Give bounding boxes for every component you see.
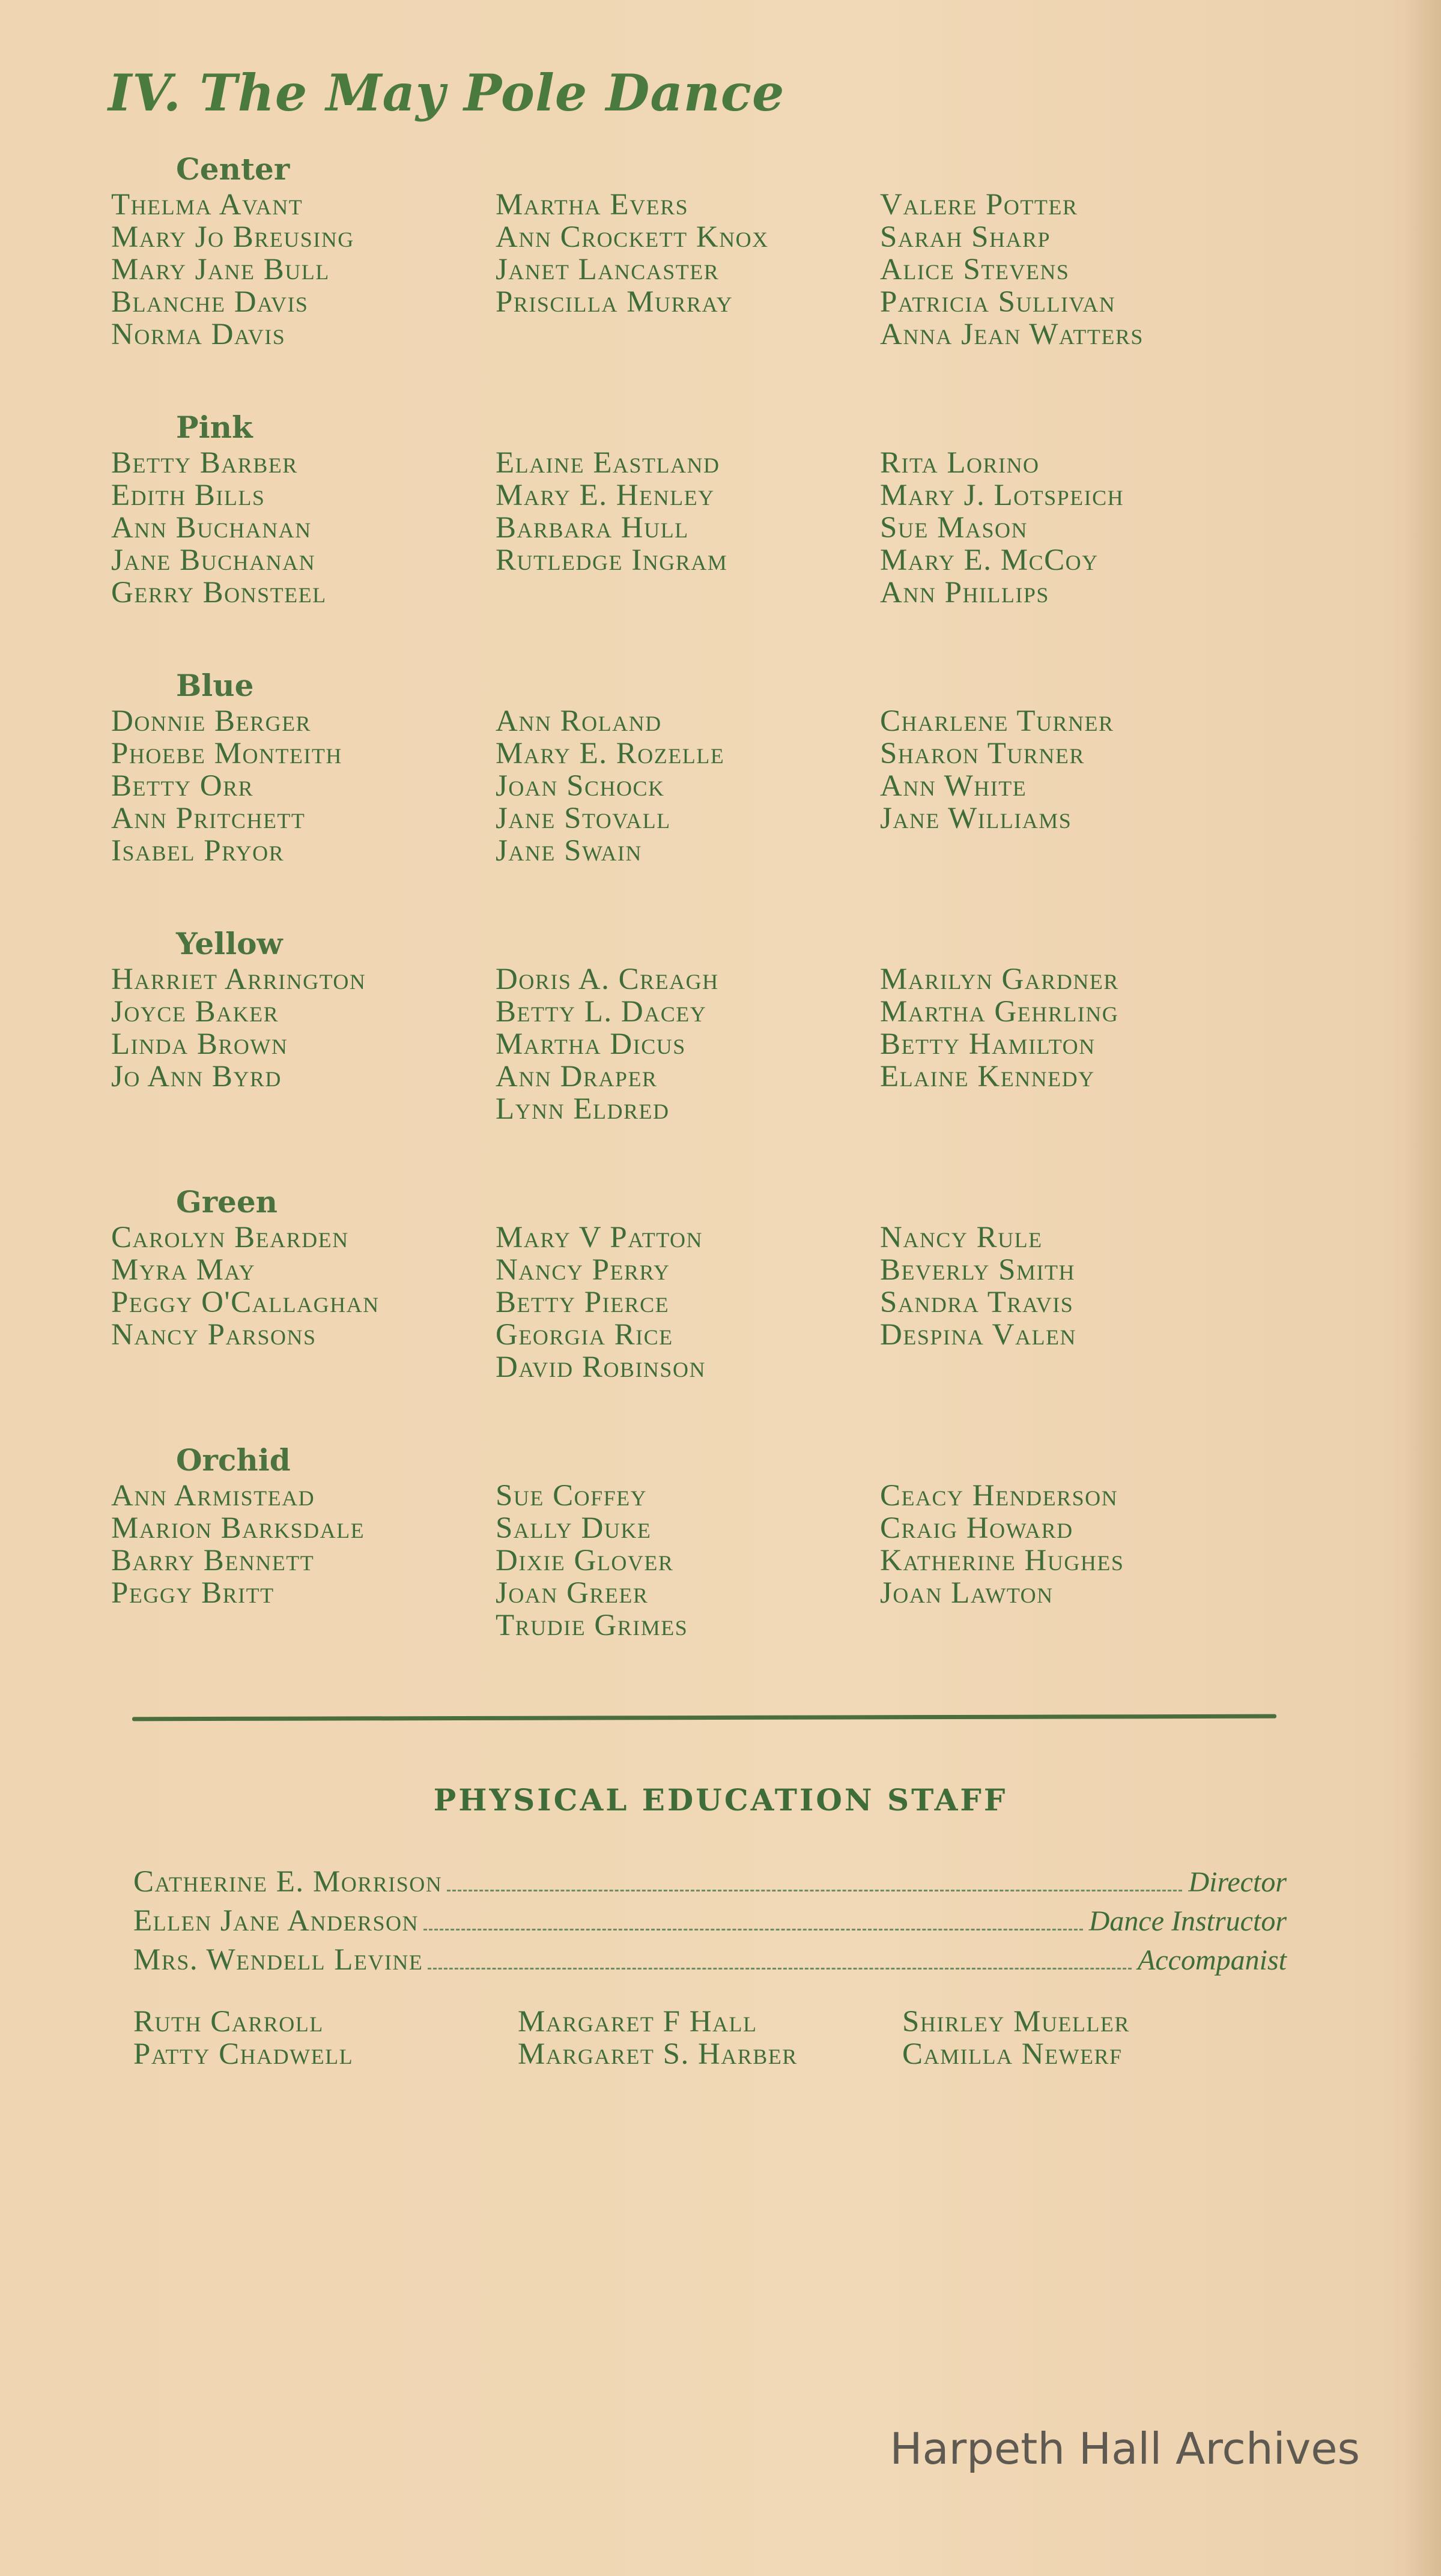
dancer-name: Sharon Turner — [880, 737, 1085, 770]
name-column — [496, 1221, 880, 1383]
dancer-name: Craig Howard — [880, 1511, 1073, 1545]
dancer-name: Dixie Glover — [496, 1544, 674, 1577]
section-heading: Green — [176, 1184, 278, 1220]
dancer-name: Sarah Sharp — [880, 220, 1051, 254]
name-column — [518, 2006, 902, 2070]
dancer-name: Linda Brown — [111, 1027, 288, 1061]
name-column — [111, 189, 496, 351]
staff-member: Margaret S. Harber — [518, 2037, 798, 2071]
dancer-name: Joan Lawton — [880, 1576, 1054, 1610]
page-edge-shadow — [1405, 0, 1441, 2576]
section-heading: Pink — [176, 410, 253, 445]
dancer-name: Thelma Avant — [111, 188, 303, 222]
dancer-name: Peggy O'Callaghan — [111, 1286, 380, 1319]
dancer-name: Ann Pritchett — [111, 802, 306, 835]
name-column — [880, 189, 1264, 351]
dancer-name: Barry Bennett — [111, 1544, 315, 1577]
dancer-name: Anna Jean Watters — [880, 318, 1144, 351]
staff-role-row — [133, 1864, 1287, 1900]
dancer-name: Nancy Parsons — [111, 1318, 317, 1352]
dancer-name: Jane Williams — [880, 802, 1072, 835]
name-column — [880, 1480, 1264, 1642]
staff-member: Margaret F Hall — [518, 2005, 757, 2039]
dancer-name: Alice Stevens — [880, 253, 1070, 286]
dancer-name: Katherine Hughes — [880, 1544, 1124, 1577]
name-column — [880, 963, 1264, 1125]
dancer-name: Martha Gehrling — [880, 995, 1119, 1029]
dancer-name: Jo Ann Byrd — [111, 1060, 282, 1093]
name-column — [133, 2006, 518, 2070]
staff-member: Ruth Carroll — [133, 2005, 324, 2039]
dancer-name: Betty Orr — [111, 769, 254, 803]
section-heading: Yellow — [176, 926, 283, 961]
dancer-name: Blanche Davis — [111, 285, 309, 319]
name-column — [111, 963, 496, 1125]
name-column — [902, 2006, 1287, 2070]
dancer-name: Mary E. McCoy — [880, 543, 1099, 577]
name-column — [496, 963, 880, 1125]
dancer-name: Carolyn Bearden — [111, 1221, 349, 1254]
name-column — [880, 1221, 1264, 1383]
dancer-name: Ann Armistead — [111, 1479, 315, 1513]
dancer-name: Sue Coffey — [496, 1479, 648, 1513]
dancer-name: Sue Mason — [880, 511, 1028, 545]
dancer-name: Lynn Eldred — [496, 1092, 670, 1126]
dancer-name: Norma Davis — [111, 318, 286, 351]
dancer-name: David Robinson — [496, 1350, 706, 1384]
name-column — [496, 447, 880, 609]
staff-members — [133, 2006, 1305, 2070]
name-column — [496, 1480, 880, 1642]
dancer-name: Betty L. Dacey — [496, 995, 707, 1029]
dot-leader — [447, 1889, 1182, 1891]
staff-member: Shirley Mueller — [902, 2005, 1130, 2039]
dancer-name: Patricia Sullivan — [880, 285, 1116, 319]
dancer-name: Priscilla Murray — [496, 285, 733, 319]
dancer-name: Doris A. Creagh — [496, 963, 719, 996]
dancer-name: Elaine Eastland — [496, 446, 720, 480]
dancer-name: Janet Lancaster — [496, 253, 720, 286]
dancer-name: Trudie Grimes — [496, 1609, 688, 1642]
archive-watermark: Harpeth Hall Archives — [890, 2423, 1360, 2474]
staff-member: Camilla Newerf — [902, 2037, 1123, 2071]
staff-name: Mrs. Wendell Levine — [133, 1943, 423, 1977]
section-green — [111, 1183, 1282, 1383]
staff-role: Dance Instructor — [1088, 1905, 1287, 1937]
dancer-name: Ann Phillips — [880, 576, 1049, 609]
section-pink — [111, 408, 1282, 609]
dancer-name: Joan Greer — [496, 1576, 649, 1610]
dancer-name: Sandra Travis — [880, 1286, 1074, 1319]
dancer-name: Joyce Baker — [111, 995, 279, 1029]
dancer-name: Rutledge Ingram — [496, 543, 728, 577]
dancer-name: Marilyn Gardner — [880, 963, 1119, 996]
dancer-name: Betty Pierce — [496, 1286, 670, 1319]
name-column — [880, 705, 1264, 867]
dancer-name: Donnie Berger — [111, 704, 312, 738]
section-heading: Blue — [176, 668, 254, 703]
dancer-name: Betty Barber — [111, 446, 298, 480]
dancer-name: Mary V Patton — [496, 1221, 703, 1254]
divider-rule — [132, 1714, 1276, 1722]
name-column — [111, 705, 496, 867]
dancer-name: Barbara Hull — [496, 511, 689, 545]
staff-name: Ellen Jane Anderson — [133, 1904, 419, 1938]
dancer-name: Elaine Kennedy — [880, 1060, 1095, 1093]
dancer-name: Mary E. Henley — [496, 479, 715, 512]
dancer-name: Joan Schock — [496, 769, 665, 803]
dancer-name: Mary Jo Breusing — [111, 220, 354, 254]
dancer-name: Charlene Turner — [880, 704, 1114, 738]
dancer-name: Ann Roland — [496, 704, 662, 738]
dancer-name: Nancy Rule — [880, 1221, 1043, 1254]
dancer-name: Edith Bills — [111, 479, 265, 512]
name-column — [496, 189, 880, 351]
dancer-name: Valere Potter — [880, 188, 1078, 222]
dancer-name: Jane Buchanan — [111, 543, 316, 577]
section-heading: Orchid — [176, 1442, 291, 1478]
dancer-name: Martha Dicus — [496, 1027, 686, 1061]
dancer-name: Despina Valen — [880, 1318, 1076, 1352]
staff-role: Director — [1188, 1866, 1287, 1898]
dancer-name: Gerry Bonsteel — [111, 576, 327, 609]
dancer-name: Harriet Arrington — [111, 963, 366, 996]
dancer-name: Rita Lorino — [880, 446, 1040, 480]
dot-leader — [428, 1967, 1132, 1970]
section-blue — [111, 667, 1282, 867]
dancer-name: Isabel Pryor — [111, 834, 285, 868]
dancer-name: Phoebe Monteith — [111, 737, 342, 770]
dancer-name: Ann White — [880, 769, 1027, 803]
dancer-name: Sally Duke — [496, 1511, 652, 1545]
name-column — [111, 1480, 496, 1642]
dancer-name: Georgia Rice — [496, 1318, 673, 1352]
dancer-name: Ceacy Henderson — [880, 1479, 1118, 1513]
dancer-name: Beverly Smith — [880, 1253, 1075, 1287]
dancer-name: Mary E. Rozelle — [496, 737, 725, 770]
staff-role-row — [133, 1903, 1287, 1940]
name-column — [111, 1221, 496, 1383]
dancer-name: Myra May — [111, 1253, 256, 1287]
dancer-name: Betty Hamilton — [880, 1027, 1096, 1061]
staff-role: Accompanist — [1138, 1944, 1287, 1976]
dot-leader — [423, 1928, 1083, 1930]
name-column — [880, 447, 1264, 609]
dancer-name: Mary Jane Bull — [111, 253, 330, 286]
staff-heading: PHYSICAL EDUCATION STAFF — [433, 1782, 1008, 1818]
dancer-name: Ann Draper — [496, 1060, 658, 1093]
staff-name: Catherine E. Morrison — [133, 1865, 443, 1899]
dancer-name: Jane Swain — [496, 834, 642, 868]
name-column — [111, 447, 496, 609]
name-column — [496, 705, 880, 867]
page-title: IV. The May Pole Dance — [108, 63, 785, 122]
dancer-name: Jane Stovall — [496, 802, 671, 835]
dancer-name: Ann Buchanan — [111, 511, 312, 545]
section-heading: Center — [176, 151, 290, 187]
section-orchid — [111, 1441, 1282, 1642]
dancer-name: Marion Barksdale — [111, 1511, 365, 1545]
staff-member: Patty Chadwell — [133, 2037, 354, 2071]
dancer-name: Peggy Britt — [111, 1576, 275, 1610]
dancer-name: Mary J. Lotspeich — [880, 479, 1124, 512]
dancer-name: Ann Crockett Knox — [496, 220, 769, 254]
dancer-name: Martha Evers — [496, 188, 689, 222]
section-yellow — [111, 925, 1282, 1125]
dancer-name: Nancy Perry — [496, 1253, 670, 1287]
section-center — [111, 150, 1282, 351]
staff-role-row — [133, 1943, 1287, 1979]
